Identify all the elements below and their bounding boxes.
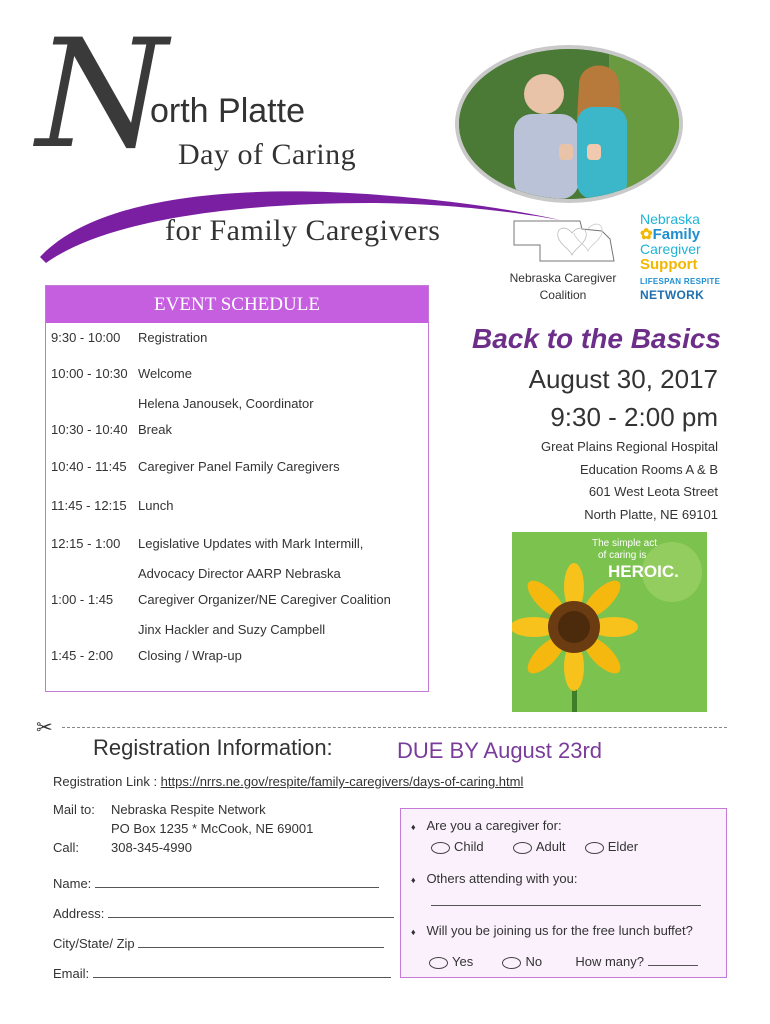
question-others: ♦ Others attending with you: bbox=[411, 871, 578, 886]
nfcs-logo bbox=[640, 212, 730, 301]
diamond-bullet-icon: ♦ bbox=[411, 822, 416, 832]
schedule-desc: Break bbox=[138, 422, 172, 437]
title-line-1: orth Platte bbox=[150, 92, 305, 130]
city-state-zip-field[interactable] bbox=[138, 935, 384, 948]
child-label: Child bbox=[454, 839, 484, 854]
call-label: Call: bbox=[53, 840, 80, 855]
address-field-row bbox=[53, 905, 394, 921]
schedule-time: 1:00 - 1:45 bbox=[51, 592, 114, 607]
schedule-time: 12:15 - 1:00 bbox=[51, 536, 121, 551]
event-date: August 30, 2017 bbox=[528, 364, 718, 394]
yes-radio[interactable] bbox=[429, 957, 448, 969]
mail-line-2: PO Box 1235 * McCook, NE 69001 bbox=[111, 821, 314, 836]
nebraska-map-icon bbox=[510, 215, 620, 267]
flower-icon: ✿ bbox=[640, 226, 653, 243]
email-label: Email: bbox=[53, 966, 90, 981]
title-line-3: for Family Caregivers bbox=[165, 214, 441, 247]
scissors-icon: ✂ bbox=[36, 717, 53, 739]
questions-box bbox=[400, 808, 727, 978]
registration-heading: Registration Information: bbox=[93, 735, 333, 760]
elder-radio[interactable] bbox=[585, 842, 604, 854]
email-field-row bbox=[53, 965, 391, 981]
registration-link-line bbox=[53, 774, 523, 789]
city-field-row bbox=[53, 935, 384, 951]
schedule-desc: Advocacy Director AARP Nebraska bbox=[138, 566, 341, 581]
event-time: 9:30 - 2:00 pm bbox=[550, 402, 718, 432]
nfcs-logo-line: Support bbox=[640, 256, 698, 273]
registration-link[interactable]: https://nrrs.ne.gov/respite/family-caregivers/days-of-caring.html bbox=[160, 774, 524, 789]
name-label: Name: bbox=[53, 876, 92, 891]
schedule-desc: Closing / Wrap-up bbox=[138, 648, 242, 663]
schedule-heading: EVENT SCHEDULE bbox=[46, 286, 428, 323]
caregiver-photo bbox=[455, 45, 683, 203]
name-field[interactable] bbox=[95, 875, 379, 888]
schedule-desc: Registration bbox=[138, 330, 208, 345]
adult-radio[interactable] bbox=[513, 842, 532, 854]
caregiver-options bbox=[431, 839, 638, 854]
nfcs-logo-line: Caregiver bbox=[640, 241, 701, 257]
schedule-time: 10:40 - 11:45 bbox=[51, 459, 127, 474]
nfcs-logo-line: Nebraska bbox=[640, 211, 700, 227]
email-field[interactable] bbox=[93, 965, 391, 978]
how-many-label: How many? bbox=[575, 954, 644, 969]
diamond-bullet-icon: ♦ bbox=[411, 875, 416, 885]
coalition-label: Nebraska Caregiver Coalition bbox=[509, 271, 617, 302]
nfcs-logo-line: NETWORK bbox=[640, 288, 705, 302]
schedule-desc: Helena Janousek, Coordinator bbox=[138, 396, 314, 411]
diamond-bullet-icon: ♦ bbox=[411, 927, 416, 937]
schedule-time: 1:45 - 2:00 bbox=[51, 648, 114, 663]
schedule-time: 9:30 - 10:00 bbox=[51, 330, 121, 345]
no-radio[interactable] bbox=[502, 957, 521, 969]
event-rooms: Education Rooms A & B bbox=[579, 462, 718, 477]
address-label: Address: bbox=[53, 906, 105, 921]
title-line-2: Day of Caring bbox=[178, 138, 357, 171]
event-city: North Platte, NE 69101 bbox=[584, 507, 718, 522]
event-venue: Great Plains Regional Hospital bbox=[540, 439, 718, 454]
schedule-desc: Lunch bbox=[138, 498, 174, 513]
adult-label: Adult bbox=[535, 839, 566, 854]
event-schedule-box bbox=[45, 285, 429, 692]
cut-line bbox=[62, 727, 727, 728]
phone-number: 308-345-4990 bbox=[111, 840, 192, 855]
decorative-initial: N bbox=[36, 8, 168, 182]
schedule-time: 10:00 - 10:30 bbox=[51, 366, 128, 381]
schedule-desc: Caregiver Panel Family Caregivers bbox=[138, 459, 340, 474]
city-label: City/State/ Zip bbox=[53, 936, 135, 951]
poster-heroic: HEROIC. bbox=[608, 562, 679, 581]
nfcs-logo-line: ✿Family bbox=[640, 226, 701, 243]
question-lunch: ♦ Will you be joining us for the free lunch buffet? bbox=[411, 923, 693, 938]
lunch-options bbox=[429, 953, 698, 969]
schedule-desc: Caregiver Organizer/NE Caregiver Coalition bbox=[138, 592, 391, 607]
poster-line-1: The simple act bbox=[592, 538, 658, 549]
due-date: DUE BY August 23rd bbox=[397, 738, 603, 763]
question-caregiver: ♦ Are you a caregiver for: bbox=[411, 818, 562, 833]
yes-label: Yes bbox=[452, 954, 474, 969]
mail-line-1: Nebraska Respite Network bbox=[111, 802, 266, 817]
others-field[interactable] bbox=[431, 893, 701, 906]
no-label: No bbox=[525, 954, 543, 969]
schedule-time: 11:45 - 12:15 bbox=[51, 498, 127, 513]
address-field[interactable] bbox=[108, 905, 394, 918]
name-field-row bbox=[53, 875, 379, 891]
child-radio[interactable] bbox=[431, 842, 450, 854]
elder-label: Elder bbox=[607, 839, 639, 854]
sunflower-poster bbox=[512, 532, 707, 712]
event-theme: Back to the Basics bbox=[472, 323, 721, 354]
schedule-time: 10:30 - 10:40 bbox=[51, 422, 128, 437]
nfcs-logo-line: LIFESPAN RESPITE bbox=[640, 277, 721, 286]
event-street: 601 West Leota Street bbox=[588, 484, 718, 499]
schedule-desc: Legislative Updates with Mark Intermill, bbox=[138, 536, 364, 551]
schedule-desc: Jinx Hackler and Suzy Campbell bbox=[138, 622, 326, 637]
mail-label: Mail to: bbox=[53, 802, 95, 817]
how-many-field[interactable] bbox=[648, 953, 698, 966]
poster-line-2: of caring is bbox=[598, 550, 647, 561]
registration-link-label: Registration Link : bbox=[53, 774, 161, 789]
schedule-desc: Welcome bbox=[138, 366, 192, 381]
